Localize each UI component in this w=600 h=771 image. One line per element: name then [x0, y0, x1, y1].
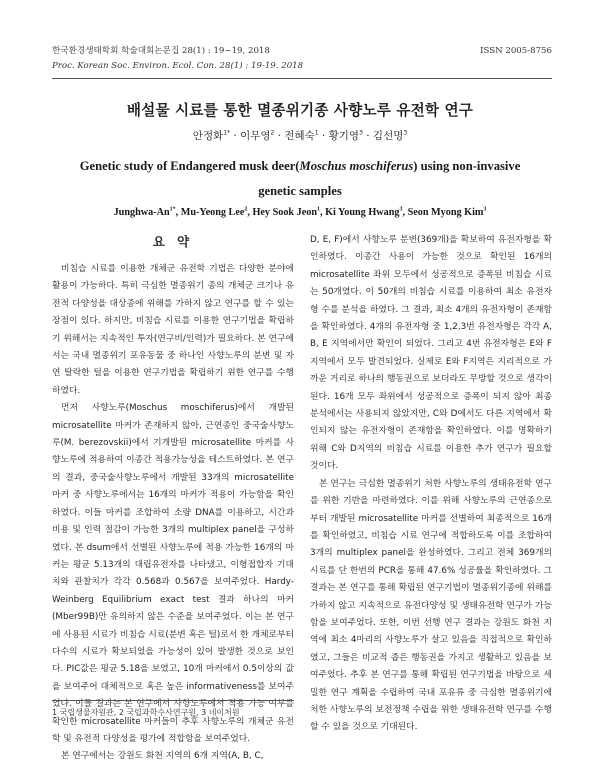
author-name: Ki Young Hwang	[325, 207, 400, 218]
author-name: 안정화	[192, 130, 224, 142]
footnote-divider	[52, 700, 294, 701]
abstract-paragraph: 본 연구에서는 강원도 화천 지역의 6개 지역(A, B, C,	[61, 751, 264, 762]
title-en-species: Moschus moschiferus	[299, 159, 414, 173]
title-en-part2: ) using non-invasive genetic samples	[258, 159, 521, 198]
affiliation-mark: 3	[483, 206, 487, 213]
author-separator: ,	[247, 207, 253, 218]
affiliation-footnote: 1 국립생물자원관, 2 국립과학수사연구원, 3 네이처원	[52, 708, 240, 717]
paper-title-ko: 배설물 시료를 통한 멸종위기종 사향노루 유전학 연구	[126, 102, 474, 119]
affiliation-mark: 3	[359, 129, 363, 137]
author-separator: ,	[175, 207, 181, 218]
paper-title-en	[70, 154, 530, 204]
abstract-paragraph: 먼저 사향노루(Moschus moschiferus)에서 개발된 microsatellite 마커가 존재하지 않아, 근연종인 중국술사향노루(M. berezovskii)에서 기개발된 microsatellite 마커를 사향노루에 적용하여 이종간 적용가능성을 테스트하였다. 본 연구의 결과, 중국술사향노루에서 개발된 33개의 microsatellite 마커 중 사향노루에서는 16개의 마커가 적용이 가능함을 확인하였다. 이들 마커를 조합하여 소량 DNA를 이용하고, 시간과 비용 및 인력 절감이 가능한 3개의 multiplex panel을 구성하였다. 본 dsum에서 선별된 사향노루에 적용 가능한 16개의 마커는 평균 5.13개의 대립유전자를 나타냈고, 이형접합자 기대치와 관찰치가 각각 0.568과 0.567을 보여주었다. Hardy-Weinberg Equilibrium exact test 결과 하나의 마커(Mber99B)만 유의하지 않은 수준을 보여주었다. 이는 본 연구에 사용된 시료가 비침습 시료(분변 혹은 털)로서 한 개체로부터 다수의 시료가 확보되었을 가능성이 있어 발생한 것으로 보인다. PIC값은 평균 5.18을 보였고, 10개 마커에서 0.5이상의 값을 보여주어 대체적으로 혹은 높은 informativeness를 보여주었다. 이들 결과는 본 연구에서 사향노루에서 적용 가능 여부를 확인한 microsatellite 마커들이 추후 사향노루의 개체군 유전학 및 유전적 다양성을 평가에 적합함을 보여주었다.	[52, 403, 294, 744]
affiliation-mark: 1	[314, 129, 319, 137]
journal-title-ko: 한국환경생태학회 학술대회논문집 28(1) : 19~19, 2018	[52, 46, 270, 56]
journal-title-en: Proc. Korean Soc. Environ. Ecol. Con. 28(1) : 19-19. 2018	[52, 61, 304, 71]
affiliation-mark: 2	[270, 129, 275, 137]
author-name: 전혜숙	[284, 130, 315, 142]
author-list-ko	[0, 128, 600, 143]
author-separator: ·	[230, 130, 241, 142]
affiliation-mark: 3	[403, 129, 408, 137]
author-separator: ,	[320, 207, 326, 218]
author-separator: ·	[362, 130, 373, 142]
abstract-paragraph: 본 연구는 극심한 멸종위기 처한 사향노루의 생태유전학 연구를 위한 기반을 마련하였다. 이를 위해 사향노루의 근연종으로부터 개발된 microsatellite 마커를 선별하여 최종적으로 16개를 확인하였고, 비침습 시료 연구에 적합하도록 이를 조합하여 3개의 multiplex panel을 완성하였다. 그리고 전체 369개의 시료를 단 한번의 PCR을 통해 47.6% 성공률을 확인하였다. 그 결과는 본 연구를 통해 확립된 연구기법이 멸종위기종에 위해를 가하지 않고 지속적으로 유전다양성 및 생태유전학 연구가 가능함을 보여주었다. 또한, 이번 선행 연구 결과는 강원도 화천 지역에 최소 4마리의 사향노루가 살고 있음을 직접적으로 확인하였고, 그들은 비교적 좁은 행동권을 가지고 생활하고 있음을 보여주었다. 추후 본 연구를 통해 확립된 연구기법을 바탕으로 세밀한 연구 계획을 수립하여 국내 포유류 중 극심한 멸종위기에 처한 사향노루의 보전정책 수립을 위한 생태유전학 연구를 수행할 수 있을 것으로 기대된다.	[310, 478, 552, 733]
author-separator: ,	[402, 207, 408, 218]
abstract-heading: 요 약	[152, 234, 194, 249]
abstract-paragraph: 비침습 시료를 이용한 개체군 유전학 기법은 다양한 분야에 활용이 가능하다. 특히 극심한 멸종위기 종의 개체군 크기나 유전적 다양성을 대상종에 위해를 가하지 않고 연구를 할 수 있는 장점이 있다. 하지만, 비침습 시료를 이용한 연구기법을 확립하기 위해서는 지속적인 투자(연구비/인력)가 필요하다. 본 연구에서는 국내 멸종위기 포유동물 중 하나인 사향노루의 분변 및 자연 탈락한 털을 이용한 연구기법을 확립하기 위한 연구를 수행하였다.	[52, 264, 294, 396]
author-separator: ·	[274, 130, 285, 142]
abstract-column-left	[52, 232, 294, 766]
affiliation-mark: 1*	[223, 129, 231, 137]
affiliation-mark: 1*	[169, 206, 176, 213]
author-name: 이무영	[240, 130, 271, 142]
author-name: Junghwa-An	[113, 207, 170, 218]
abstract-column-right	[310, 232, 552, 737]
title-en-part1: Genetic study of Endangered musk deer(	[79, 159, 300, 173]
author-separator: ·	[318, 130, 329, 142]
affiliation-mark: 1	[317, 206, 321, 213]
author-name: Seon Myong Kim	[407, 207, 484, 218]
issn: ISSN 2005-8756	[480, 46, 552, 56]
running-header	[52, 44, 552, 74]
author-list-en	[0, 207, 600, 218]
affiliation-mark: 2	[244, 206, 248, 213]
author-name: Hey Sook Jeon	[252, 207, 318, 218]
abstract-paragraph: D, E, F)에서 사향노루 분변(369개)을 확보하여 유전자형을 확인하였다. 이종간 사용이 가능한 것으로 확인된 16개의 microsatellite 좌위 모두에서 성공적으로 증폭된 비침습 시료는 50개였다. 이 50개의 비침습 시료를 이용하여 최소 유전자형 수를 분석을 하였다. 그 결과, 최소 4개의 유전자형이 존재함을 확인하였다. 4개의 유전자형 중 1,2,3번 유전자형은 각각 A, B, E 지역에서만 확인이 되었다. 그리고 4번 유전자형은 E와 F지역에서 모두 발견되었다. 실제로 E와 F지역은 지리적으로 가까운 거리로 하나의 행동권으로 보더라도 무방할 것으로 생각이 된다. 16개 모두 좌위에서 성공적으로 증폭이 되지 않아 최종 분석에서는 사용되지 않았지만, C와 D에서도 다른 지역에서 확인되지 않는 유전자형이 존재함을 확인하였다. 이를 명확하기 위해 C와 D지역의 비침습 시료를 이용한 추가 연구가 필요할 것이다.	[310, 235, 552, 472]
header-divider	[52, 78, 552, 79]
author-name: 김선명	[372, 130, 404, 142]
author-name: Mu-Yeong Lee	[180, 207, 245, 218]
affiliation-mark: 3	[399, 206, 403, 213]
author-name: 황기영	[328, 130, 360, 142]
